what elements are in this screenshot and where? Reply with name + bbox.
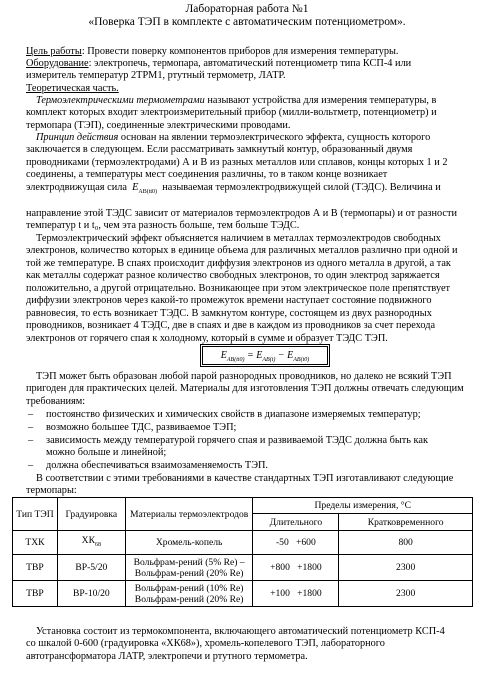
p2-line2: заключается в следующем. Если рассматривать замкнутый контур, образованный двумя bbox=[26, 144, 413, 155]
p2-line1: Принцип действия основан на явлении термоэлектрического эффекта, сущность которого bbox=[36, 132, 431, 143]
header-long: Длительного bbox=[253, 514, 339, 531]
p1-line1: Термоэлектрическими термометрами называют устройства для измерения температуры, в bbox=[36, 95, 437, 106]
p6-line3: автотрансформатора ЛАТР, электропечи и ртутного термометра. bbox=[26, 651, 308, 662]
requirement-item: возможно большее ТДС, развиваемое ТЭП; bbox=[46, 422, 237, 433]
header-grad: Градуировка bbox=[57, 498, 125, 531]
header-materials: Материалы термоэлектродов bbox=[125, 498, 253, 531]
emf-subscript: AB(tt0) bbox=[138, 189, 158, 196]
doc-title-line2: «Поверка ТЭП в комплекте с автоматическим потенциометром». bbox=[88, 16, 406, 28]
p6-line1: Установка состоит из термокомпонента, включающего автоматический потенциометр КСП-4 bbox=[36, 626, 445, 637]
p5-line2: термопары: bbox=[26, 485, 77, 496]
p6-line2: со шкалой 0-600 (градуировка «ХК68»), хромель-копелевого ТЭП, лабораторного bbox=[26, 638, 385, 649]
p3-line4: как металлы содержат разное количество свободных электронов, то один электрод заряжается bbox=[26, 270, 440, 281]
table-row: ТХК $ХК_{68}$ Хромель-копель -50 +600 800 bbox=[13, 531, 473, 555]
p2-line3: проводниками (термоэлектродами) А и В из разных металлов или сплавов, концы которых 1 и 2 bbox=[26, 157, 448, 168]
p3-line9: электронов от горячего спая к холодному, который в сумме и образует ТЭДС ТЭП. bbox=[26, 333, 388, 344]
bullet-dash: – bbox=[28, 435, 34, 446]
table-row: ТВР ВР-5/20 Вольфрам-рений (5% Re) – Вольфрам-рений (20% Re) +800 +1800 2300 bbox=[13, 555, 473, 581]
header-short: Кратковременного bbox=[339, 514, 473, 531]
equipment-line1 bbox=[26, 58, 472, 71]
requirement-item: должна обеспечиваться взаимозаменяемость ТЭП. bbox=[46, 460, 269, 471]
doc-title-line1: Лабораторная работа №1 bbox=[185, 3, 309, 15]
header-limits: Пределы измерения, °С bbox=[253, 498, 473, 514]
goal-line bbox=[26, 46, 472, 59]
p3-line6: диффузии электронов через какой-то промежуток времени наступает состояние подвижного bbox=[26, 295, 432, 306]
equipment-label: Оборудование bbox=[26, 58, 89, 69]
p3-line7: равновесия, то есть возникает ТЭДС. В замкнутом контуре, состоящем из двух разнородных bbox=[26, 308, 432, 319]
bullet-dash: – bbox=[28, 422, 34, 433]
bullet-dash: – bbox=[28, 409, 34, 420]
goal-text: : Провести поверку компонентов приборов для измерения температуры. bbox=[81, 46, 399, 57]
p4-line2: пригоден для практических целей. Материалы для изготовления ТЭП должны отвечать следующим bbox=[26, 383, 464, 394]
p3-line1: Термоэлектрический эффект объясняется наличием в металлах термоэлектродов свободных bbox=[36, 233, 441, 244]
p4-line1: ТЭП может быть образован любой парой разнородных проводников, но далеко не всякий ТЭП bbox=[36, 371, 452, 382]
requirement-item: зависимость между температурой горячего спая и развиваемой ТЭДС должна быть как bbox=[46, 435, 428, 446]
table-row: ТВР ВР-10/20 Вольфрам-рений (10% Re) Вольфрам-рений (20% Re) +100 +1800 2300 bbox=[13, 581, 473, 607]
p2-line7: температур t и t₀, чем эта разность больше, тем больше ТЭДС. bbox=[26, 220, 300, 231]
p2-line6: направление этой ТЭДС зависит от материалов термоэлектродов А и В (термопары) и от разности bbox=[26, 208, 458, 219]
emf-symbol: E bbox=[132, 182, 139, 193]
p1-line2: комплект которых входит электроизмерительный прибор (милли-вольтметр, потенциометр) и bbox=[26, 107, 437, 118]
p1-term: Термоэлектрическими термометрами bbox=[36, 95, 205, 106]
p2-term: Принцип действия bbox=[36, 132, 119, 143]
tedc-formula: $E_{AB(tt0)} = E_{AB(t)} - E_{AB(t0)}$ bbox=[202, 346, 328, 365]
p3-line3: той же температуре. В спаях происходит диффузия электронов из одного металла в другой, а так bbox=[26, 258, 451, 269]
goal-label: Цель работы bbox=[26, 46, 82, 57]
p1-line3: термопара (ТЭП), соединенные электрическими проводами. bbox=[26, 120, 291, 131]
thermocouple-table bbox=[12, 497, 473, 607]
p3-line2: электронов, количество которых в единице объема для различных металлов различно при одной и bbox=[26, 245, 458, 256]
requirement-item-cont: можно больше и линейной; bbox=[46, 447, 167, 458]
p3-line8: проводников, возникает 4 ТЭДС, две в спаях и две в каждом из проводников за счет перехода bbox=[26, 320, 436, 331]
p3-line5: положительно, а другой отрицательно. Возникающее при этом электрическое поле препятствует bbox=[26, 283, 451, 294]
requirement-item: постоянство физических и химических свойств в диапазоне измеряемых температур; bbox=[46, 409, 421, 420]
p2-line5: электродвижущая сила $E_{AB(tt0)}$ называемая термоэлектродвижущей силой (ТЭДС). Величина и bbox=[26, 182, 441, 196]
p2-line4: соединены, а температуры мест соединения различны, то в таком конце возникает bbox=[26, 169, 388, 180]
bullet-dash: – bbox=[28, 460, 34, 471]
header-type: Тип ТЭП bbox=[13, 498, 58, 531]
p4-line3: требованиям: bbox=[26, 396, 86, 407]
theory-heading: Теоретическая часть. bbox=[26, 83, 119, 94]
p5-line1: В соответствии с этими требованиями в качестве стандартных ТЭП изготавливают следующие bbox=[36, 473, 454, 484]
equipment-line2: измеритель температур 2ТРМ1, ртутный термометр, ЛАТР. bbox=[26, 70, 286, 81]
equipment-text: : электропечь, термопара, автоматический потенциометр типа КСП-4 или bbox=[88, 58, 412, 69]
